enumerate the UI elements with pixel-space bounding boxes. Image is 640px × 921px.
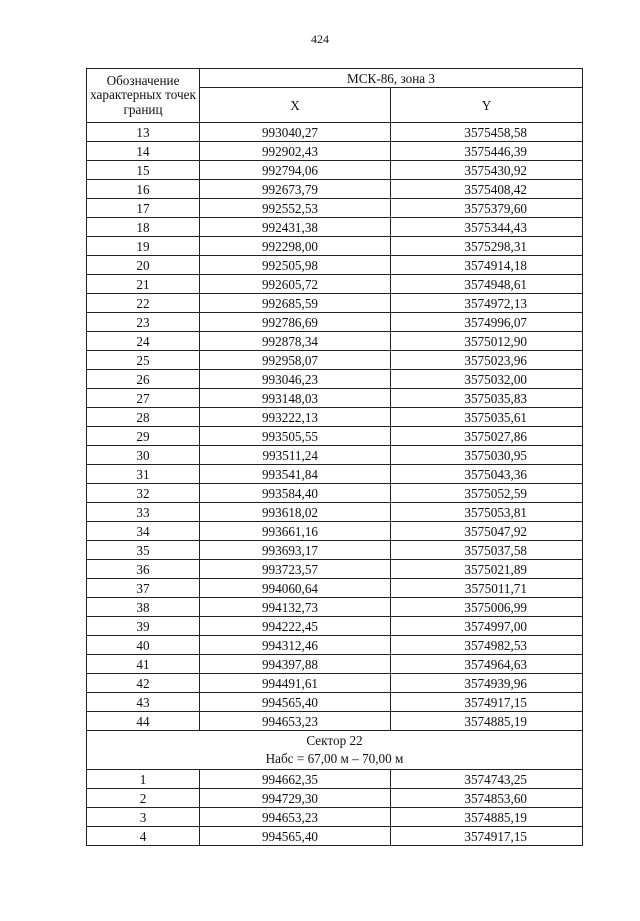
point-number-cell: 19 [87, 237, 200, 256]
point-number-cell: 32 [87, 484, 200, 503]
x-cell: 994060,64 [200, 579, 391, 598]
table-row [87, 351, 583, 370]
y-cell: 3574982,53 [391, 636, 583, 655]
table-row [87, 427, 583, 446]
rows-sector-b [87, 770, 583, 846]
point-number-cell: 31 [87, 465, 200, 484]
y-cell: 3575027,86 [391, 427, 583, 446]
y-cell: 3574972,13 [391, 294, 583, 313]
x-cell: 992505,98 [200, 256, 391, 275]
x-cell: 992552,53 [200, 199, 391, 218]
point-number-cell: 41 [87, 655, 200, 674]
x-cell: 992794,06 [200, 161, 391, 180]
x-cell: 994729,30 [200, 789, 391, 808]
point-number-cell: 39 [87, 617, 200, 636]
table-row [87, 789, 583, 808]
y-cell: 3575035,83 [391, 389, 583, 408]
point-number-cell: 23 [87, 313, 200, 332]
y-cell: 3574997,00 [391, 617, 583, 636]
crs-header: МСК-86, зона 3 [200, 69, 583, 88]
table-row [87, 161, 583, 180]
table-row [87, 218, 583, 237]
table-row [87, 655, 583, 674]
coordinates-table [86, 68, 583, 846]
x-cell: 992958,07 [200, 351, 391, 370]
table-row [87, 827, 583, 846]
table-row [87, 712, 583, 731]
table-row [87, 598, 583, 617]
point-number-cell: 18 [87, 218, 200, 237]
x-cell: 994565,40 [200, 693, 391, 712]
y-cell: 3574885,19 [391, 712, 583, 731]
point-number-cell: 44 [87, 712, 200, 731]
point-number-cell: 25 [87, 351, 200, 370]
table-row [87, 693, 583, 712]
table-row [87, 808, 583, 827]
y-cell: 3575379,60 [391, 199, 583, 218]
y-cell: 3575047,92 [391, 522, 583, 541]
x-cell: 993693,17 [200, 541, 391, 560]
y-cell: 3575043,36 [391, 465, 583, 484]
point-number-cell: 13 [87, 123, 200, 142]
point-number-cell: 3 [87, 808, 200, 827]
x-cell: 993511,24 [200, 446, 391, 465]
point-number-cell: 16 [87, 180, 200, 199]
point-number-cell: 27 [87, 389, 200, 408]
x-cell: 993618,02 [200, 503, 391, 522]
y-cell: 3574885,19 [391, 808, 583, 827]
x-cell: 993723,57 [200, 560, 391, 579]
y-cell: 3574743,25 [391, 770, 583, 789]
x-cell: 992673,79 [200, 180, 391, 199]
table-row [87, 313, 583, 332]
table-row [87, 770, 583, 789]
y-cell: 3575032,00 [391, 370, 583, 389]
sector-cell [87, 731, 583, 770]
table-row [87, 503, 583, 522]
point-number-cell: 22 [87, 294, 200, 313]
point-number-cell: 38 [87, 598, 200, 617]
table-row [87, 199, 583, 218]
point-number-cell: 33 [87, 503, 200, 522]
point-number-cell: 15 [87, 161, 200, 180]
x-cell: 992298,00 [200, 237, 391, 256]
point-number-cell: 20 [87, 256, 200, 275]
table-row [87, 484, 583, 503]
y-cell: 3574917,15 [391, 827, 583, 846]
y-cell: 3574996,07 [391, 313, 583, 332]
x-cell: 992431,38 [200, 218, 391, 237]
point-label-header: Обозначение характерных точек границ [87, 69, 200, 123]
point-number-cell: 42 [87, 674, 200, 693]
x-header: X [200, 88, 391, 123]
y-cell: 3575035,61 [391, 408, 583, 427]
x-cell: 992685,59 [200, 294, 391, 313]
x-cell: 994653,23 [200, 712, 391, 731]
y-cell: 3574853,60 [391, 789, 583, 808]
y-cell: 3574939,96 [391, 674, 583, 693]
y-cell: 3575052,59 [391, 484, 583, 503]
x-cell: 992902,43 [200, 142, 391, 161]
point-number-cell: 29 [87, 427, 200, 446]
point-number-cell: 36 [87, 560, 200, 579]
y-cell: 3575006,99 [391, 598, 583, 617]
x-cell: 994397,88 [200, 655, 391, 674]
table-row [87, 446, 583, 465]
y-cell: 3575012,90 [391, 332, 583, 351]
y-cell: 3575430,92 [391, 161, 583, 180]
x-cell: 993148,03 [200, 389, 391, 408]
y-cell: 3575053,81 [391, 503, 583, 522]
y-cell: 3575023,96 [391, 351, 583, 370]
table-row [87, 142, 583, 161]
point-number-cell: 43 [87, 693, 200, 712]
table-row [87, 332, 583, 351]
x-cell: 992605,72 [200, 275, 391, 294]
table-row [87, 123, 583, 142]
y-cell: 3575011,71 [391, 579, 583, 598]
table-row [87, 275, 583, 294]
x-cell: 994222,45 [200, 617, 391, 636]
table-row [87, 674, 583, 693]
point-number-cell: 1 [87, 770, 200, 789]
y-cell: 3575344,43 [391, 218, 583, 237]
x-cell: 993222,13 [200, 408, 391, 427]
table-row [87, 617, 583, 636]
point-number-cell: 2 [87, 789, 200, 808]
x-cell: 993661,16 [200, 522, 391, 541]
y-cell: 3574917,15 [391, 693, 583, 712]
table-row [87, 522, 583, 541]
y-cell: 3574914,18 [391, 256, 583, 275]
point-number-cell: 34 [87, 522, 200, 541]
y-cell: 3575298,31 [391, 237, 583, 256]
x-cell: 994132,73 [200, 598, 391, 617]
point-number-cell: 30 [87, 446, 200, 465]
x-cell: 994662,35 [200, 770, 391, 789]
point-number-cell: 17 [87, 199, 200, 218]
y-cell: 3574948,61 [391, 275, 583, 294]
point-number-cell: 35 [87, 541, 200, 560]
y-cell: 3575458,58 [391, 123, 583, 142]
x-cell: 992878,34 [200, 332, 391, 351]
table-row [87, 256, 583, 275]
x-cell: 994565,40 [200, 827, 391, 846]
x-cell: 993040,27 [200, 123, 391, 142]
table-row [87, 465, 583, 484]
x-cell: 994312,46 [200, 636, 391, 655]
x-cell: 993505,55 [200, 427, 391, 446]
table-row [87, 389, 583, 408]
rows-sector-a [87, 123, 583, 731]
point-number-cell: 37 [87, 579, 200, 598]
x-cell: 993046,23 [200, 370, 391, 389]
x-cell: 994653,23 [200, 808, 391, 827]
y-cell: 3575037,58 [391, 541, 583, 560]
y-cell: 3575021,89 [391, 560, 583, 579]
table-row [87, 541, 583, 560]
table-row [87, 579, 583, 598]
sector-title: Сектор 22 [306, 733, 363, 748]
y-header: Y [391, 88, 583, 123]
point-number-cell: 21 [87, 275, 200, 294]
sector-height-range: Набс = 67,00 м – 70,00 м [265, 751, 404, 766]
table-row [87, 237, 583, 256]
table-row [87, 180, 583, 199]
y-cell: 3575408,42 [391, 180, 583, 199]
point-number-cell: 24 [87, 332, 200, 351]
point-number-cell: 26 [87, 370, 200, 389]
point-number-cell: 14 [87, 142, 200, 161]
y-cell: 3575030,95 [391, 446, 583, 465]
sector-row [87, 731, 583, 770]
y-cell: 3574964,63 [391, 655, 583, 674]
table-row [87, 636, 583, 655]
x-cell: 993541,84 [200, 465, 391, 484]
x-cell: 993584,40 [200, 484, 391, 503]
point-number-cell: 40 [87, 636, 200, 655]
x-cell: 994491,61 [200, 674, 391, 693]
table-row [87, 560, 583, 579]
page-number: 424 [311, 32, 329, 46]
table-row [87, 370, 583, 389]
x-cell: 992786,69 [200, 313, 391, 332]
point-number-cell: 28 [87, 408, 200, 427]
y-cell: 3575446,39 [391, 142, 583, 161]
point-number-cell: 4 [87, 827, 200, 846]
table-row [87, 294, 583, 313]
table-row [87, 408, 583, 427]
